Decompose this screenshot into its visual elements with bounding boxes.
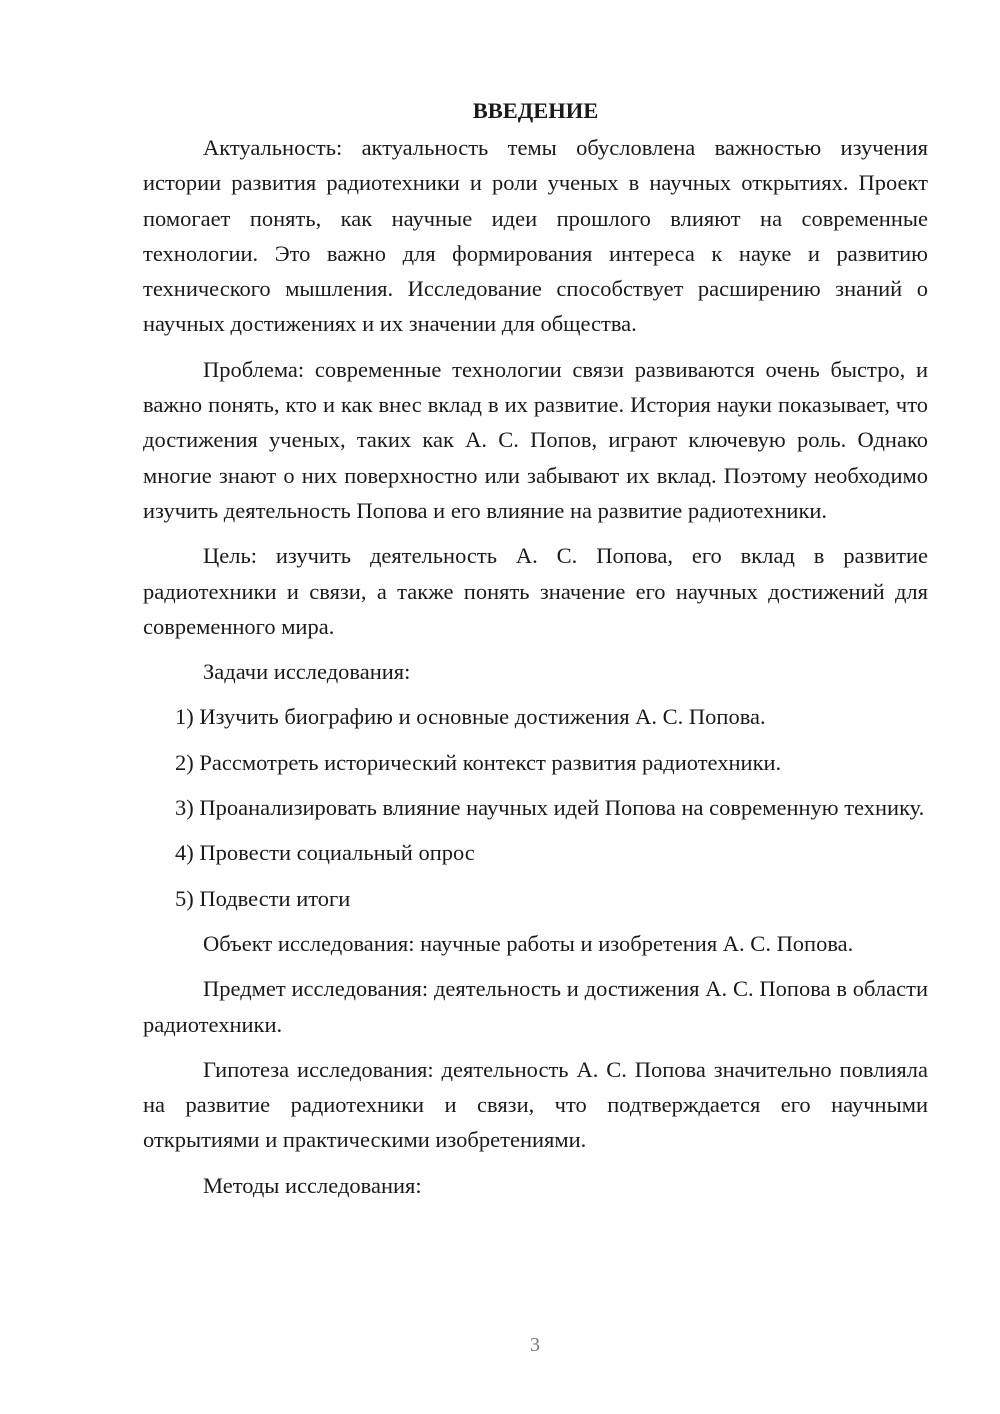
relevance-paragraph: Актуальность: актуальность темы обусловлена важностью изучения истории развития радиотехники и роли ученых в научных открытиях. Проект помогает понять, как научные идеи прошлого влияют на современные технологии. Это важно для формирования интереса к науке и развитию технического мышления. Исследование способствует расширению знаний о научных достижениях и их значении для общества. (143, 135, 928, 337)
page-content (143, 96, 928, 1213)
task-item: 3) Проанализировать влияние научных идей Попова на современную технику. (175, 795, 925, 821)
methods-paragraph: Методы исследования: (203, 1172, 422, 1198)
subject-paragraph: Предмет исследования: деятельность и достижения А. С. Попова в области радиотехники. (143, 976, 928, 1037)
task-item: 1) Изучить биографию и основные достижения А. С. Попова. (175, 704, 766, 730)
goal-paragraph: Цель: изучить деятельность А. С. Попова, его вклад в развитие радиотехники и связи, а также понять значение его научных достижений для современного мира. (143, 543, 928, 639)
task-item: 2) Рассмотреть исторический контекст развития радиотехники. (175, 749, 782, 775)
tasks-title: Задачи исследования: (203, 659, 411, 685)
page-number: 3 (530, 1334, 540, 1356)
problem-paragraph: Проблема: современные технологии связи развиваются очень быстро, и важно понять, кто и как внес вклад в их развитие. История науки показывает, что достижения ученых, таких как А. С. Попов, играют ключевую роль. Однако многие знают о них поверхностно или забывают их вклад. Поэтому необходимо изучить деятельность Попова и его влияние на развитие радиотехники. (143, 356, 928, 523)
object-paragraph: Объект исследования: научные работы и изобретения А. С. Попова. (203, 930, 854, 956)
section-heading: ВВЕДЕНИЕ (472, 98, 599, 123)
task-item: 5) Подвести итоги (175, 885, 351, 911)
task-item: 4) Провести социальный опрос (175, 840, 475, 866)
hypothesis-paragraph: Гипотеза исследования: деятельность А. С. Попова значительно повлияла на развитие радиотехники и связи, что подтверждается его научными открытиями и практическими изобретениями. (143, 1056, 928, 1153)
